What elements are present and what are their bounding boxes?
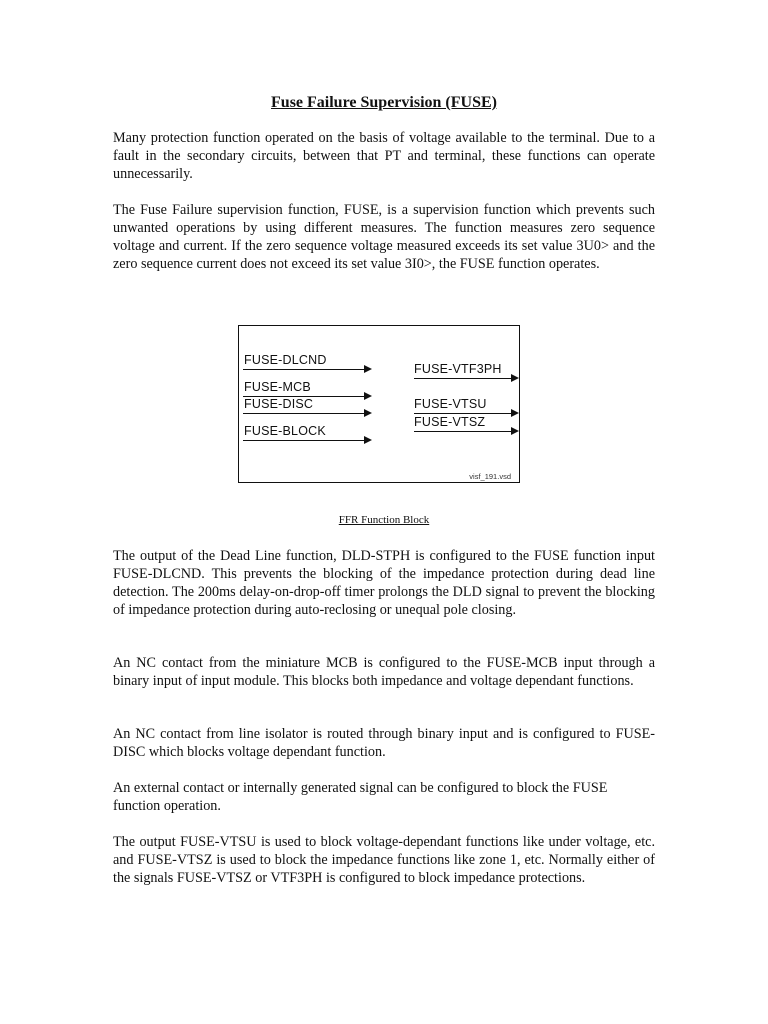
input-arrow-block xyxy=(364,436,372,444)
paragraph-intro: Many protection function operated on the basis of voltage available to the terminal. Due to a fault in the secondary circuits, between that PT and terminal, these functions can operate unnecessarily. xyxy=(113,130,655,182)
input-line-dlcnd xyxy=(243,369,365,370)
ffr-function-block-diagram xyxy=(238,325,520,483)
paragraph-mcb: An NC contact from the miniature MCB is configured to the FUSE-MCB input through a binary input of input module. This blocks both impedance and voltage dependant functions. xyxy=(113,655,655,689)
input-line-block xyxy=(243,440,365,441)
output-arrow-vtsz xyxy=(511,427,519,435)
input-arrow-mcb xyxy=(364,392,372,400)
paragraph-outputs: The output FUSE-VTSU is used to block voltage-dependant functions like under voltage, etc. and FUSE-VTSZ is used to block the impedance functions like zone 1, etc. Normally either of the signals FUSE-VTSZ or VTF3PH is configured to block impedance protections. xyxy=(113,834,655,886)
output-label-vtsz: FUSE-VTSZ xyxy=(414,415,486,429)
input-line-disc xyxy=(243,413,365,414)
paragraph-isolator: An NC contact from line isolator is routed through binary input and is configured to FUSE-DISC which blocks voltage dependant function. xyxy=(113,726,655,760)
input-label-disc: FUSE-DISC xyxy=(244,397,314,411)
output-line-vtf3ph xyxy=(414,378,513,379)
input-arrow-disc xyxy=(364,409,372,417)
output-label-vtsu: FUSE-VTSU xyxy=(414,397,487,411)
output-arrow-vtsu xyxy=(511,409,519,417)
input-label-dlcnd: FUSE-DLCND xyxy=(244,353,327,367)
output-arrow-vtf3ph xyxy=(511,374,519,382)
paragraph-fuse-description: The Fuse Failure supervision function, FUSE, is a supervision function which prevents such unwanted operations by using different measures. The function measures zero sequence voltage and current. If the zero sequence voltage measured exceeds its set value 3U0> and the zero sequence current does not exceed its set value 3I0>, the FUSE function operates. xyxy=(113,202,655,272)
input-label-mcb: FUSE-MCB xyxy=(244,380,311,394)
input-arrow-dlcnd xyxy=(364,365,372,373)
paragraph-external-contact: An external contact or internally generated signal can be configured to block the FUSE function operation. xyxy=(113,780,608,814)
output-label-vtf3ph: FUSE-VTF3PH xyxy=(414,362,502,376)
output-line-vtsz xyxy=(414,431,513,432)
diagram-caption: FFR Function Block xyxy=(338,514,430,526)
diagram-file-label: visf_191.vsd xyxy=(469,472,511,481)
page-title: Fuse Failure Supervision (FUSE) xyxy=(271,94,497,111)
input-label-block: FUSE-BLOCK xyxy=(244,424,326,438)
paragraph-dead-line: The output of the Dead Line function, DLD-STPH is configured to the FUSE function input FUSE-DLCND. This prevents the blocking of the impedance protection during dead line detection. The 200ms delay-on-drop-off timer prolongs the DLD signal to prevent the blocking of impedance protection during auto-reclosing or unequal pole closing. xyxy=(113,548,655,618)
